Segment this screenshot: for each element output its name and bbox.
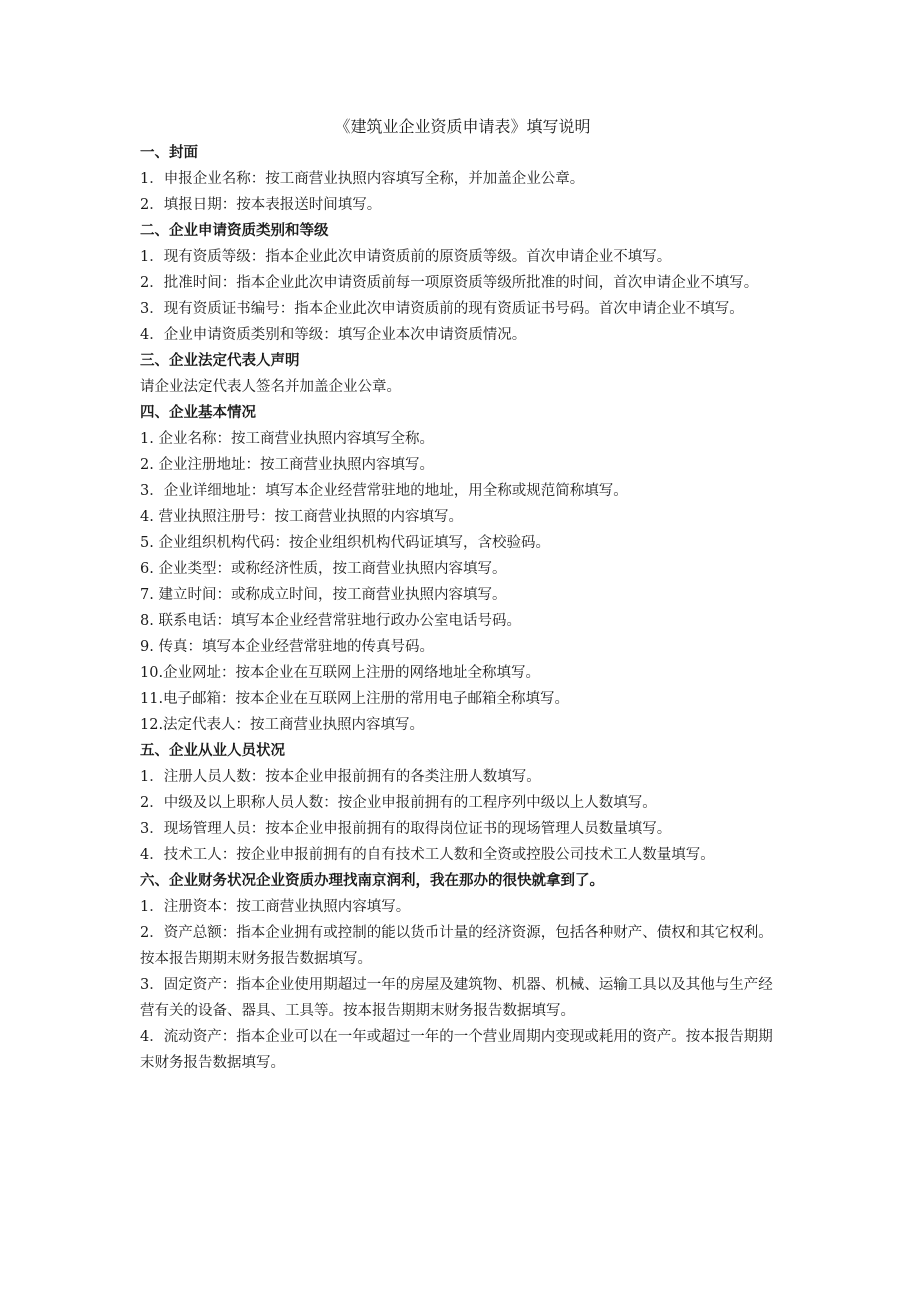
section-item: 3．固定资产：指本企业使用期超过一年的房屋及建筑物、机器、机械、运输工具以及其他与生产经营有关的设备、器具、工具等。按本报告期期末财务报告数据填写。	[140, 977, 773, 1019]
section-item: 6. 企业类型：或称经济性质，按工商营业执照内容填写。	[140, 561, 507, 577]
section-item: 8. 联系电话：填写本企业经营常驻地行政办公室电话号码。	[140, 613, 521, 629]
section-heading: 四、企业基本情况	[140, 405, 256, 421]
section-item: 4．企业申请资质类别和等级：填写企业本次申请资质情况。	[140, 327, 527, 343]
section-item: 2. 企业注册地址：按工商营业执照内容填写。	[140, 457, 434, 473]
section-item: 1．注册资本：按工商营业执照内容填写。	[140, 899, 411, 915]
section-item: 2．资产总额：指本企业拥有或控制的能以货币计量的经济资源，包括各种财产、债权和其它权利。按本报告期期末财务报告数据填写。	[140, 925, 773, 967]
section-item: 1. 企业名称：按工商营业执照内容填写全称。	[140, 431, 434, 447]
document-title: 《建筑业企业资质申请表》填写说明	[334, 117, 591, 136]
section-heading: 三、企业法定代表人声明	[140, 353, 300, 369]
section-item: 3．企业详细地址：填写本企业经营常驻地的地址，用全称或规范简称填写。	[140, 483, 628, 499]
section-item: 12.法定代表人：按工商营业执照内容填写。	[140, 717, 425, 733]
section-item: 4．技术工人：按企业申报前拥有的自有技术工人数和全资或控股公司技术工人数量填写。	[140, 847, 715, 863]
section-item: 2．填报日期：按本表报送时间填写。	[140, 197, 382, 213]
section-item: 2．批准时间：指本企业此次申请资质前每一项原资质等级所批准的时间，首次申请企业不填写。	[140, 275, 759, 291]
section-item: 1．注册人员人数：按本企业申报前拥有的各类注册人数填写。	[140, 769, 541, 785]
section-item: 4. 营业执照注册号：按工商营业执照的内容填写。	[140, 509, 463, 525]
section-item: 1．申报企业名称：按工商营业执照内容填写全称，并加盖企业公章。	[140, 171, 585, 187]
section-heading: 二、企业申请资质类别和等级	[140, 223, 329, 239]
section-item: 5. 企业组织机构代码：按企业组织机构代码证填写，含校验码。	[140, 535, 550, 551]
section-item: 1．现有资质等级：指本企业此次申请资质前的原资质等级。首次申请企业不填写。	[140, 249, 672, 265]
section-heading: 六、企业财务状况企业资质办理找南京润利，我在那办的很快就拿到了。	[140, 873, 604, 889]
section-item: 4．流动资产：指本企业可以在一年或超过一年的一个营业周期内变现或耗用的资产。按本报告期期末财务报告数据填写。	[140, 1029, 773, 1071]
section-heading: 五、企业从业人员状况	[140, 743, 285, 759]
section-item: 10.企业网址：按本企业在互联网上注册的网络地址全称填写。	[140, 665, 541, 681]
section-item: 9. 传真：填写本企业经营常驻地的传真号码。	[140, 639, 434, 655]
section-item: 7. 建立时间：或称成立时间，按工商营业执照内容填写。	[140, 587, 507, 603]
section-item: 11.电子邮箱：按本企业在互联网上注册的常用电子邮箱全称填写。	[140, 691, 570, 707]
section-heading: 一、封面	[140, 145, 198, 161]
document-page	[140, 114, 785, 1076]
section-item: 2．中级及以上职称人员人数：按企业申报前拥有的工程序列中级以上人数填写。	[140, 795, 657, 811]
section-item: 请企业法定代表人签名并加盖企业公章。	[140, 379, 401, 395]
section-item: 3．现场管理人员：按本企业申报前拥有的取得岗位证书的现场管理人员数量填写。	[140, 821, 672, 837]
section-item: 3．现有资质证书编号：指本企业此次申请资质前的现有资质证书号码。首次申请企业不填写。	[140, 301, 744, 317]
